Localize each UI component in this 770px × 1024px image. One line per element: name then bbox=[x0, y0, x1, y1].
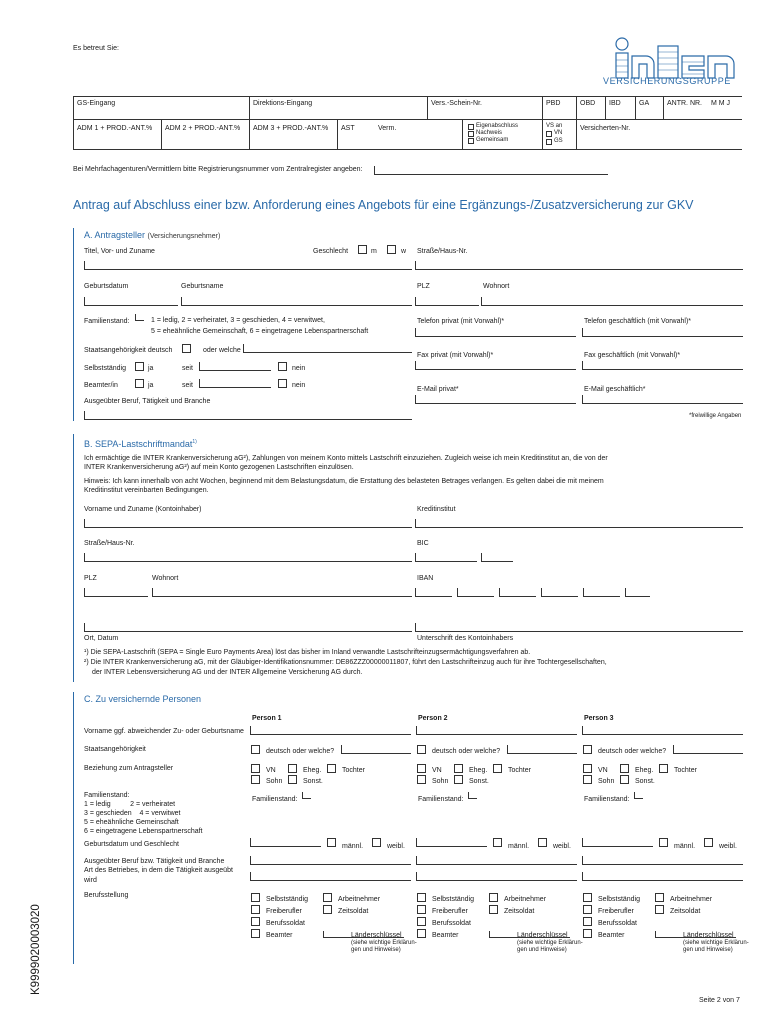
section-c-bar bbox=[73, 692, 74, 964]
verm-label: Verm. bbox=[378, 125, 397, 132]
beruf-field-p2-a[interactable] bbox=[416, 856, 577, 865]
beruf-c-line-1: Ausgeübter Beruf bzw. Tätigkeit und Branche bbox=[84, 858, 225, 865]
table-divider bbox=[663, 96, 664, 119]
vorname-field-p2[interactable] bbox=[416, 726, 577, 735]
zeitsoldat-label-p2: Zeitsoldat bbox=[504, 908, 535, 915]
freiberufler-label-p2: Freiberufler bbox=[432, 908, 468, 915]
tochter-checkbox-p2[interactable] bbox=[493, 764, 502, 773]
sepa-plz-label: PLZ bbox=[84, 575, 97, 582]
gs-eingang-label: GS-Eingang bbox=[77, 100, 116, 107]
telefon-privat-label: Telefon privat (mit Vorwahl)* bbox=[417, 318, 505, 325]
fam-c-line-3: 3 = geschieden 4 = verwitwet bbox=[84, 810, 181, 817]
vn-checkbox-p3[interactable] bbox=[583, 764, 592, 773]
familienstand-label: Familienstand: bbox=[84, 318, 130, 325]
sepa-plz-field[interactable] bbox=[84, 588, 148, 597]
oder-welche-label: oder welche bbox=[203, 347, 241, 354]
person-2-header: Person 2 bbox=[418, 715, 448, 722]
geschlecht-w-label: w bbox=[401, 248, 407, 255]
geburtsdatum-field-p3[interactable] bbox=[582, 838, 653, 847]
vs-gs-checkbox[interactable] bbox=[546, 139, 552, 145]
direktions-eingang-label: Direktions-Eingang bbox=[253, 100, 313, 107]
freiwillig-note: *freiwillige Angaben bbox=[689, 413, 742, 419]
obd-label: OBD bbox=[580, 100, 596, 107]
ibd-label: IBD bbox=[609, 100, 621, 107]
adm1-label: ADM 1 + PROD.-ANT.% bbox=[77, 125, 153, 132]
name-field[interactable] bbox=[84, 261, 412, 270]
beamter-ja-label: ja bbox=[148, 382, 154, 389]
selbststaendig-checkbox-p1[interactable] bbox=[251, 893, 260, 902]
sepa-text-1: Ich ermächtige die INTER Krankenversicherung aG²), Zahlungen von meinem Konto mittels Lastschrift einzuziehen. Zugleich weise ich mein Kreditinstitut an, die von der bbox=[84, 455, 608, 462]
iban-label: IBAN bbox=[417, 575, 434, 582]
section-a-heading: A. Antragsteller (Versicherungsnehmer) bbox=[84, 230, 221, 240]
sonst-label-p1: Sonst. bbox=[303, 778, 323, 785]
selbststaendig-label-p3: Selbstständig bbox=[598, 896, 641, 903]
vorname-field-p3[interactable] bbox=[582, 726, 743, 735]
beruf-field-p1-b[interactable] bbox=[250, 872, 411, 881]
tochter-label-p3: Tochter bbox=[674, 767, 697, 774]
bic-field-1[interactable] bbox=[415, 553, 477, 562]
weibl-checkbox-p3[interactable] bbox=[704, 838, 713, 847]
selbststaendig-ja-checkbox[interactable] bbox=[135, 362, 144, 371]
wohnort-field[interactable] bbox=[481, 297, 743, 306]
beamter-nein-label: nein bbox=[292, 382, 306, 389]
sonst-checkbox-p1[interactable] bbox=[288, 775, 297, 784]
familienstand-line1: 1 = ledig, 2 = verheiratet, 3 = geschieden, 4 = verwitwet, bbox=[151, 317, 325, 324]
eheg-label-p1: Eheg. bbox=[303, 767, 322, 774]
familienstand-line2: 5 = eheähnliche Gemeinschaft, 6 = eingetragene Lebenspartnerschaft bbox=[151, 328, 369, 335]
weibl-label-p2: weibl. bbox=[553, 843, 571, 850]
familienstand-field[interactable] bbox=[135, 314, 144, 321]
beamter-seit-label: seit bbox=[182, 382, 193, 389]
form-code-wrapper bbox=[30, 904, 42, 1007]
section-b-bar bbox=[73, 434, 74, 682]
beruf-field[interactable] bbox=[84, 411, 412, 420]
kreditinstitut-label: Kreditinstitut bbox=[417, 506, 456, 513]
maennl-label-p2: männl. bbox=[508, 843, 530, 850]
unterschrift-label: Unterschrift des Kontoinhabers bbox=[417, 635, 514, 642]
maennl-checkbox-p2[interactable] bbox=[493, 838, 502, 847]
table-divider bbox=[161, 119, 162, 149]
deutsch-checkbox-p1[interactable] bbox=[251, 745, 260, 754]
eheg-checkbox-p2[interactable] bbox=[454, 764, 463, 773]
telefon-geschaeftlich-field[interactable] bbox=[582, 328, 743, 337]
beamter-label-p1: Beamter bbox=[266, 932, 293, 939]
kontoinhaber-field[interactable] bbox=[84, 519, 412, 528]
strasse-field[interactable] bbox=[415, 261, 743, 270]
maennl-label-p1: männl. bbox=[342, 843, 364, 850]
nachweis-checkbox[interactable] bbox=[468, 131, 474, 137]
staatsangehoerigkeit-field[interactable] bbox=[243, 344, 412, 353]
sepa-strasse-label: Straße/Haus-Nr. bbox=[84, 540, 135, 547]
beamter-checkbox-p3[interactable] bbox=[583, 929, 592, 938]
table-divider bbox=[605, 96, 606, 119]
table-divider bbox=[337, 119, 338, 149]
deutsch-oder-label-p2: deutsch oder welche? bbox=[432, 748, 501, 755]
beruf-field-p3-b[interactable] bbox=[582, 872, 743, 881]
geburtsname-field[interactable] bbox=[181, 297, 412, 306]
sepa-text-4: Kreditinstitut vereinbarten Bedingungen. bbox=[84, 487, 209, 494]
fax-geschaeftlich-field[interactable] bbox=[582, 361, 743, 370]
deutsch-checkbox-p3[interactable] bbox=[583, 745, 592, 754]
register-note: Bei Mehrfachagenturen/Vermittlern bitte Registrierungsnummer vom Zentralregister angeben: bbox=[73, 166, 363, 173]
sepa-text-2: INTER Krankenversicherung aG²) auf mein Konto gezogenen Lastschriften einzulösen. bbox=[84, 464, 354, 471]
iban-field-6[interactable] bbox=[625, 588, 650, 597]
beamter-checkbox-p1[interactable] bbox=[251, 929, 260, 938]
familienstand-label-p3: Familienstand: bbox=[584, 796, 630, 803]
email-privat-label: E-Mail privat* bbox=[417, 386, 459, 393]
vs-gs-label: GS bbox=[554, 138, 563, 144]
deutsch-oder-label-p3: deutsch oder welche? bbox=[598, 748, 667, 755]
eheg-checkbox-p1[interactable] bbox=[288, 764, 297, 773]
fax-privat-label: Fax privat (mit Vorwahl)* bbox=[417, 352, 494, 359]
email-geschaeftlich-label: E-Mail geschäftlich* bbox=[584, 386, 646, 393]
geburtsdatum-field-p1[interactable] bbox=[250, 838, 321, 847]
nachweis-label: Nachweis bbox=[476, 130, 503, 136]
geschlecht-m-checkbox[interactable] bbox=[358, 245, 367, 254]
berufssoldat-label-p2: Berufssoldat bbox=[432, 920, 471, 927]
beamter-label-p2: Beamter bbox=[432, 932, 459, 939]
arbeitnehmer-checkbox-p2[interactable] bbox=[489, 893, 498, 902]
laender-note-2-p1: gen und Hinweise) bbox=[351, 947, 401, 953]
selbststaendig-seit-field[interactable] bbox=[199, 362, 271, 371]
laenderschluessel-label-p3: Länderschlüssel bbox=[683, 932, 734, 939]
footnote-2b: der INTER Lebensversicherung AG und der INTER Allgemeine Versicherung AG durch. bbox=[92, 669, 363, 676]
email-privat-field[interactable] bbox=[415, 395, 576, 404]
laender-note-1-p1: (siehe wichtige Erklärun- bbox=[351, 940, 417, 946]
sonst-label-p3: Sonst. bbox=[635, 778, 655, 785]
unterschrift-field[interactable] bbox=[415, 623, 743, 632]
geburtsdatum-field[interactable] bbox=[84, 297, 178, 306]
sohn-label-p1: Sohn bbox=[266, 778, 283, 785]
pbd-label: PBD bbox=[546, 100, 561, 107]
familienstand-label-p2: Familienstand: bbox=[418, 796, 464, 803]
berufsstellung-label: Berufsstellung bbox=[84, 892, 129, 899]
beruf-c-line-2: Art des Betriebes, in dem die Tätigkeit ausgeübt bbox=[84, 867, 233, 874]
laender-note-1-p3: (siehe wichtige Erklärun- bbox=[683, 940, 749, 946]
sohn-checkbox-p3[interactable] bbox=[583, 775, 592, 784]
sepa-strasse-field[interactable] bbox=[84, 553, 412, 562]
adm3-label: ADM 3 + PROD.-ANT.% bbox=[253, 125, 329, 132]
plz-label: PLZ bbox=[417, 283, 430, 290]
eigenabschluss-label: Eigenabschluss bbox=[476, 123, 519, 129]
beruf-field-p2-b[interactable] bbox=[416, 872, 577, 881]
telefon-geschaeftlich-label: Telefon geschäftlich (mit Vorwahl)* bbox=[584, 318, 691, 325]
selbststaendig-ja-label: ja bbox=[148, 365, 154, 372]
familienstand-field-p3[interactable] bbox=[634, 792, 643, 799]
iban-field-4[interactable] bbox=[541, 588, 578, 597]
weibl-checkbox-p2[interactable] bbox=[538, 838, 547, 847]
sohn-label-p3: Sohn bbox=[598, 778, 615, 785]
selbststaendig-label-p1: Selbstständig bbox=[266, 896, 309, 903]
betreut-label: Es betreut Sie: bbox=[73, 45, 119, 52]
iban-field-3[interactable] bbox=[499, 588, 536, 597]
berufssoldat-label-p1: Berufssoldat bbox=[266, 920, 305, 927]
fax-geschaeftlich-label: Fax geschäftlich (mit Vorwahl)* bbox=[584, 352, 681, 359]
laender-note-1-p2: (siehe wichtige Erklärun- bbox=[517, 940, 583, 946]
bic-field-2[interactable] bbox=[481, 553, 513, 562]
logo-subtitle: VERSICHERUNGSGRUPPE bbox=[603, 76, 731, 86]
vers-schein-label: Vers.-Schein-Nr. bbox=[431, 100, 482, 107]
iban-field-5[interactable] bbox=[583, 588, 620, 597]
antr-nr-label: ANTR. NR. bbox=[667, 100, 702, 107]
beamter-label: Beamter/in bbox=[84, 382, 118, 389]
arbeitnehmer-checkbox-p3[interactable] bbox=[655, 893, 664, 902]
table-divider bbox=[542, 96, 543, 149]
table-divider bbox=[635, 96, 636, 119]
adm2-label: ADM 2 + PROD.-ANT.% bbox=[165, 125, 241, 132]
berufssoldat-checkbox-p3[interactable] bbox=[583, 917, 592, 926]
vs-an-label: VS an bbox=[546, 123, 563, 129]
selbststaendig-checkbox-p2[interactable] bbox=[417, 893, 426, 902]
familienstand-label-p1: Familienstand: bbox=[252, 796, 298, 803]
vn-checkbox-p2[interactable] bbox=[417, 764, 426, 773]
vorname-field-p1[interactable] bbox=[250, 726, 411, 735]
freiberufler-label-p1: Freiberufler bbox=[266, 908, 302, 915]
weibl-label-p1: weibl. bbox=[387, 843, 405, 850]
tochter-label-p1: Tochter bbox=[342, 767, 365, 774]
register-number-field[interactable] bbox=[374, 166, 608, 175]
arbeitnehmer-label-p2: Arbeitnehmer bbox=[504, 896, 547, 903]
person-3-header: Person 3 bbox=[584, 715, 614, 722]
selbststaendig-label: Selbstständig bbox=[84, 365, 127, 372]
fam-c-line-4: 5 = eheähnliche Gemeinschaft bbox=[84, 819, 179, 826]
beamter-seit-field[interactable] bbox=[199, 379, 271, 388]
iban-field-2[interactable] bbox=[457, 588, 494, 597]
footnote-2a: ²) Die INTER Krankenversicherung aG, mit der Gläubiger-Identifikationsnummer: DE86ZZZ00000011807, führt den Lastschrifteinzug auch für ihre Tochtergesellschaften, bbox=[84, 659, 607, 666]
eheg-label-p2: Eheg. bbox=[469, 767, 488, 774]
fam-c-line-5: 6 = eingetragene Lebenspartnerschaft bbox=[84, 828, 203, 835]
fam-c-line-2: 1 = ledig 2 = verheiratet bbox=[84, 801, 176, 808]
berufssoldat-checkbox-p1[interactable] bbox=[251, 917, 260, 926]
vorname-label: Vorname ggf. abweichender Zu- oder Geburtsname bbox=[84, 728, 244, 735]
deutsch-checkbox[interactable] bbox=[182, 344, 191, 353]
table-mid-border bbox=[73, 119, 742, 120]
ast-label: AST bbox=[341, 125, 355, 132]
freiberufler-label-p3: Freiberufler bbox=[598, 908, 634, 915]
sepa-wohnort-label: Wohnort bbox=[152, 575, 179, 582]
table-divider bbox=[462, 119, 463, 149]
weibl-checkbox-p1[interactable] bbox=[372, 838, 381, 847]
familienstand-field-p1[interactable] bbox=[302, 792, 311, 799]
sepa-text-3: Hinweis: Ich kann innerhalb von acht Wochen, beginnend mit dem Belastungsdatum, die Erstattung des belasteten Betrages verlangen. Es gelten dabei die mit meinem bbox=[84, 478, 604, 485]
zeitsoldat-checkbox-p1[interactable] bbox=[323, 905, 332, 914]
iban-field-1[interactable] bbox=[415, 588, 452, 597]
sohn-checkbox-p2[interactable] bbox=[417, 775, 426, 784]
selbststaendig-nein-label: nein bbox=[292, 365, 306, 372]
vn-label-p2: VN bbox=[432, 767, 442, 774]
table-divider bbox=[427, 96, 428, 119]
freiberufler-checkbox-p1[interactable] bbox=[251, 905, 260, 914]
bic-label: BIC bbox=[417, 540, 429, 547]
eheg-checkbox-p3[interactable] bbox=[620, 764, 629, 773]
section-b-heading: B. SEPA-Lastschriftmandat$^{1)}$ bbox=[84, 439, 197, 449]
section-a-bar bbox=[73, 228, 74, 421]
zeitsoldat-label-p3: Zeitsoldat bbox=[670, 908, 701, 915]
geschlecht-m-label: m bbox=[371, 248, 377, 255]
geburtsdatum-label: Geburtsdatum bbox=[84, 283, 129, 290]
ort-datum-label: Ort, Datum bbox=[84, 635, 119, 642]
staatsangehoerigkeit-field-p3[interactable] bbox=[673, 745, 743, 754]
maennl-checkbox-p3[interactable] bbox=[659, 838, 668, 847]
vs-vn-label: VN bbox=[554, 130, 563, 136]
sepa-wohnort-field[interactable] bbox=[152, 588, 412, 597]
footnote-1: ¹) Die SEPA-Lastschrift (SEPA = Single Euro Payments Area) löst das bisher im Inland verwandte Lastschrifteinzugsermächtigungsverfahren ab. bbox=[84, 649, 531, 656]
zeitsoldat-checkbox-p3[interactable] bbox=[655, 905, 664, 914]
arbeitnehmer-label-p1: Arbeitnehmer bbox=[338, 896, 381, 903]
selbststaendig-seit-label: seit bbox=[182, 365, 193, 372]
section-c-heading: C. Zu versichernde Personen bbox=[84, 694, 202, 704]
table-divider bbox=[73, 96, 74, 149]
deutsch-oder-label-p1: deutsch oder welche? bbox=[266, 748, 335, 755]
person-1-header: Person 1 bbox=[252, 715, 282, 722]
laenderschluessel-label-p2: Länderschlüssel bbox=[517, 932, 568, 939]
laenderschluessel-label-p1: Länderschlüssel bbox=[351, 932, 402, 939]
page-title: Antrag auf Abschluss einer bzw. Anforderung eines Angebots für eine Ergänzungs-/Zusatzversicherung zur GKV bbox=[73, 198, 694, 212]
freiberufler-checkbox-p2[interactable] bbox=[417, 905, 426, 914]
maennl-checkbox-p1[interactable] bbox=[327, 838, 336, 847]
beziehung-label: Beziehung zum Antragsteller bbox=[84, 765, 174, 772]
gemeinsam-checkbox[interactable] bbox=[468, 138, 474, 144]
geburtsname-label: Geburtsname bbox=[181, 283, 224, 290]
sohn-checkbox-p1[interactable] bbox=[251, 775, 260, 784]
gemeinsam-label: Gemeinsam bbox=[476, 137, 509, 143]
table-divider bbox=[576, 96, 577, 149]
tochter-checkbox-p3[interactable] bbox=[659, 764, 668, 773]
titel-name-label: Titel, Vor- und Zuname bbox=[84, 248, 155, 255]
beamter-checkbox-p2[interactable] bbox=[417, 929, 426, 938]
staatsangehoerigkeit-field-p2[interactable] bbox=[507, 745, 577, 754]
sohn-label-p2: Sohn bbox=[432, 778, 449, 785]
sonst-checkbox-p3[interactable] bbox=[620, 775, 629, 784]
beruf-field-p1-a[interactable] bbox=[250, 856, 411, 865]
table-top-border bbox=[73, 96, 742, 97]
versicherten-nr-label: Versicherten-Nr. bbox=[580, 125, 631, 132]
arbeitnehmer-label-p3: Arbeitnehmer bbox=[670, 896, 713, 903]
beruf-c-line-3: wird bbox=[84, 877, 97, 884]
selbststaendig-nein-checkbox[interactable] bbox=[278, 362, 287, 371]
zeitsoldat-checkbox-p2[interactable] bbox=[489, 905, 498, 914]
wohnort-label: Wohnort bbox=[483, 283, 510, 290]
geschlecht-label: Geschlecht bbox=[313, 248, 349, 255]
fax-privat-field[interactable] bbox=[415, 361, 576, 370]
form-code: K9999020003020 bbox=[30, 904, 42, 995]
mmj-label: M M J bbox=[711, 100, 731, 107]
laender-note-2-p3: gen und Hinweise) bbox=[683, 947, 733, 953]
deutsch-checkbox-p2[interactable] bbox=[417, 745, 426, 754]
vn-label-p1: VN bbox=[266, 767, 276, 774]
fam-c-line-6: Geburtsdatum und Geschlecht bbox=[84, 841, 179, 848]
vn-label-p3: VN bbox=[598, 767, 608, 774]
weibl-label-p3: weibl. bbox=[719, 843, 737, 850]
beamter-ja-checkbox[interactable] bbox=[135, 379, 144, 388]
zeitsoldat-label-p1: Zeitsoldat bbox=[338, 908, 369, 915]
staatsangehoerigkeit-field-p1[interactable] bbox=[341, 745, 411, 754]
page-number: Seite 2 von 7 bbox=[699, 997, 740, 1004]
selbststaendig-label-p2: Selbstständig bbox=[432, 896, 475, 903]
strasse-label: Straße/Haus-Nr. bbox=[417, 248, 468, 255]
vs-vn-checkbox[interactable] bbox=[546, 131, 552, 137]
beruf-field-p3-a[interactable] bbox=[582, 856, 743, 865]
beamter-label-p3: Beamter bbox=[598, 932, 625, 939]
geburtsdatum-field-p2[interactable] bbox=[416, 838, 487, 847]
email-geschaeftlich-field[interactable] bbox=[582, 395, 743, 404]
arbeitnehmer-checkbox-p1[interactable] bbox=[323, 893, 332, 902]
eheg-label-p3: Eheg. bbox=[635, 767, 654, 774]
geschlecht-w-checkbox[interactable] bbox=[387, 245, 396, 254]
ga-label: GA bbox=[639, 100, 650, 107]
tochter-checkbox-p1[interactable] bbox=[327, 764, 336, 773]
kontoinhaber-label: Vorname und Zuname (Kontoinhaber) bbox=[84, 506, 202, 513]
beamter-nein-checkbox[interactable] bbox=[278, 379, 287, 388]
eigenabschluss-checkbox[interactable] bbox=[468, 124, 474, 130]
laender-note-2-p2: gen und Hinweise) bbox=[517, 947, 567, 953]
tochter-label-p2: Tochter bbox=[508, 767, 531, 774]
berufssoldat-label-p3: Berufssoldat bbox=[598, 920, 637, 927]
maennl-label-p3: männl. bbox=[674, 843, 696, 850]
familienstand-field-p2[interactable] bbox=[468, 792, 477, 799]
beruf-label: Ausgeübter Beruf, Tätigkeit und Branche bbox=[84, 398, 211, 405]
sonst-checkbox-p2[interactable] bbox=[454, 775, 463, 784]
telefon-privat-field[interactable] bbox=[415, 328, 576, 337]
sonst-label-p2: Sonst. bbox=[469, 778, 489, 785]
table-divider bbox=[249, 96, 250, 149]
table-bottom-border bbox=[73, 149, 742, 150]
fam-c-line-1: Familienstand: bbox=[84, 792, 130, 799]
vn-checkbox-p1[interactable] bbox=[251, 764, 260, 773]
selbststaendig-checkbox-p3[interactable] bbox=[583, 893, 592, 902]
plz-field[interactable] bbox=[415, 297, 479, 306]
staatsangehoerigkeit-c-label: Staatsangehörigkeit bbox=[84, 746, 146, 753]
freiberufler-checkbox-p3[interactable] bbox=[583, 905, 592, 914]
berufssoldat-checkbox-p2[interactable] bbox=[417, 917, 426, 926]
staatsangehoerigkeit-label: Staatsangehörigkeit deutsch bbox=[84, 347, 173, 354]
ort-datum-field[interactable] bbox=[84, 623, 412, 632]
kreditinstitut-field[interactable] bbox=[415, 519, 743, 528]
